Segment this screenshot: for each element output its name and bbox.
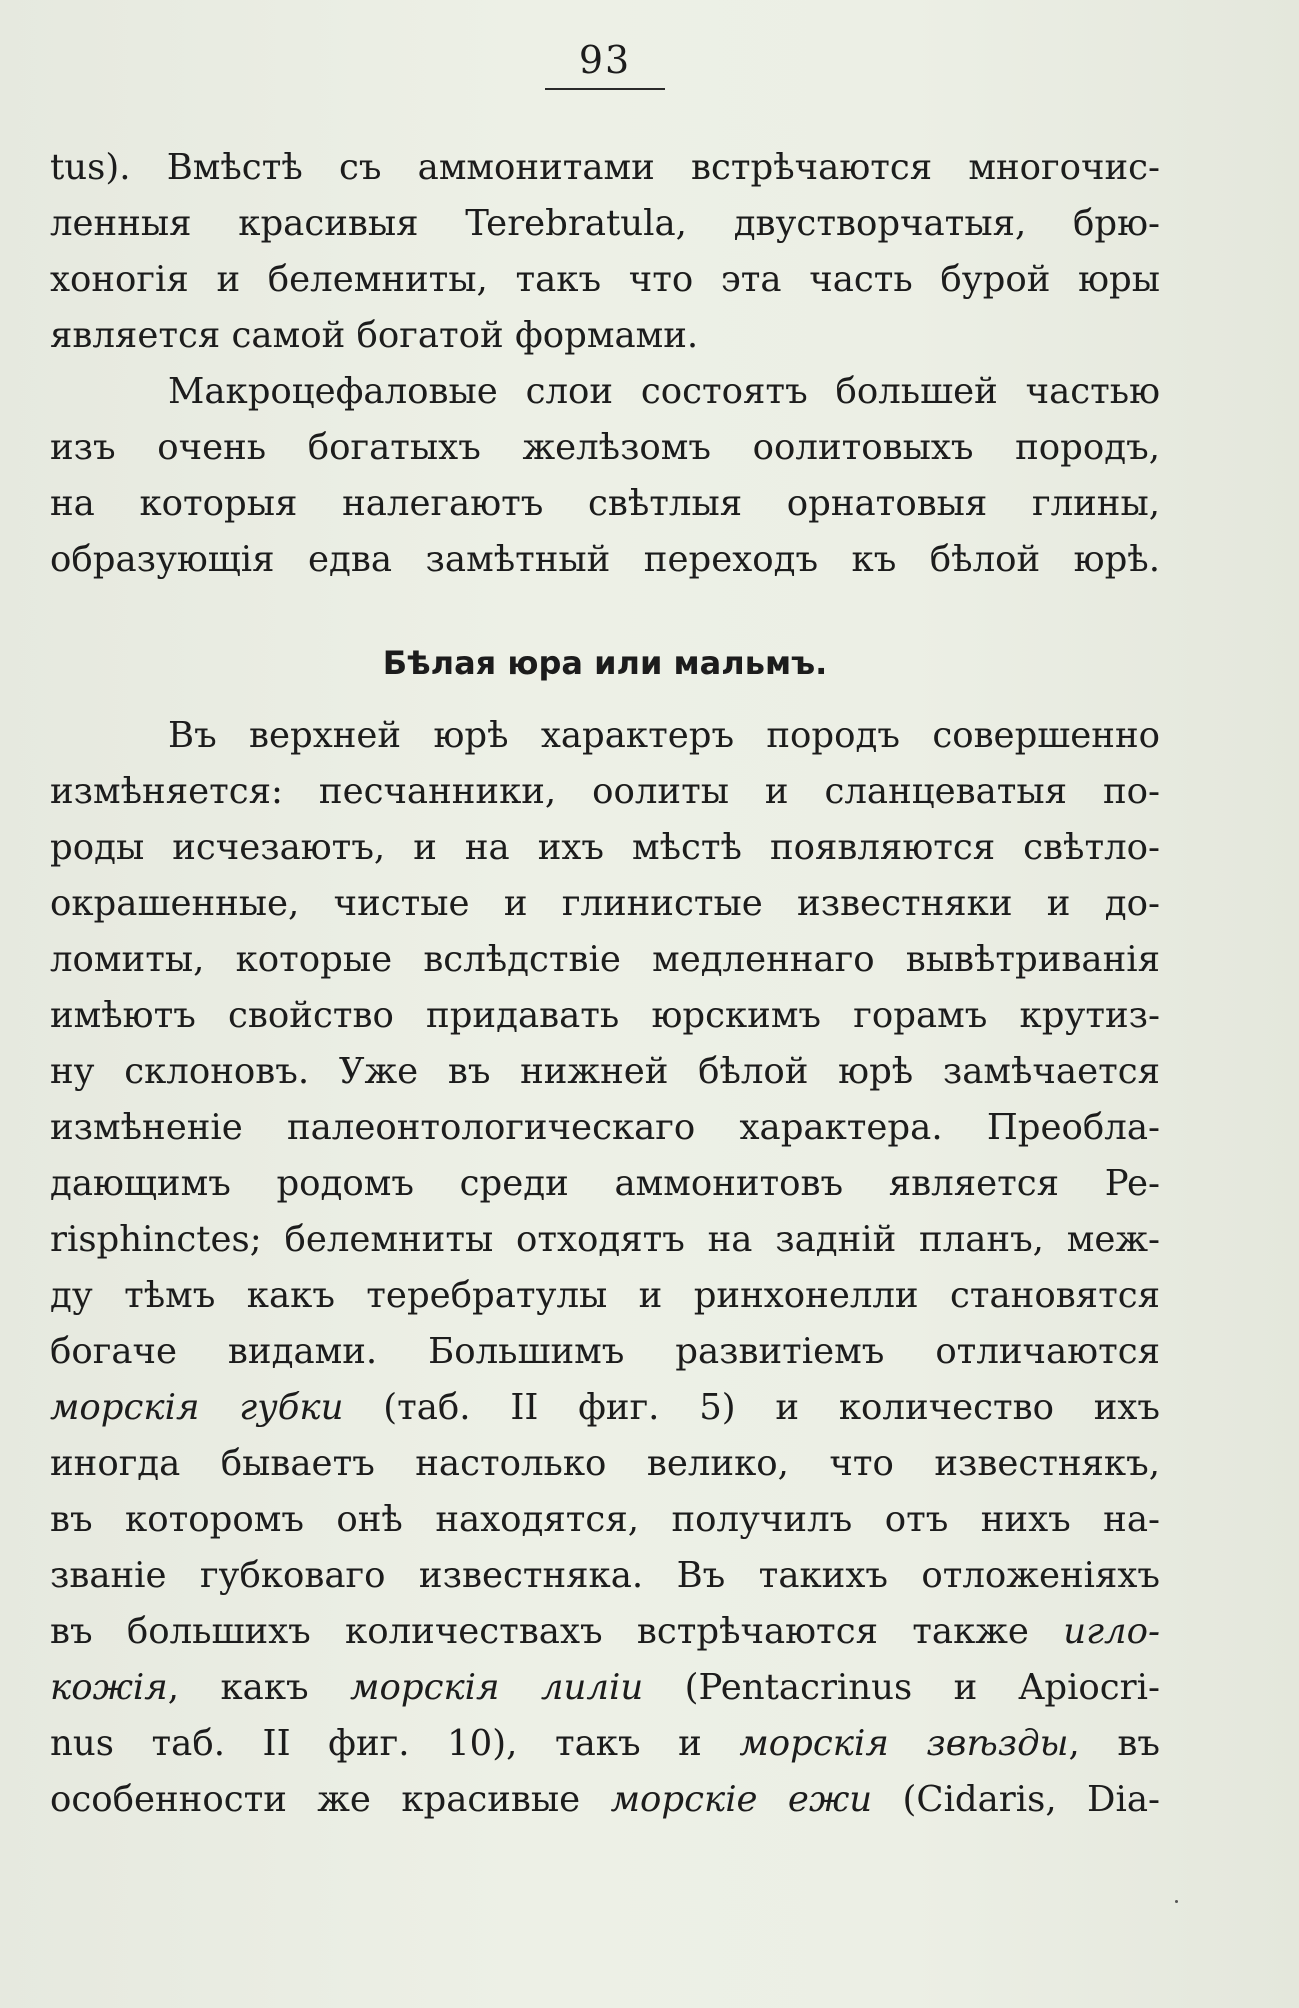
body-text [50,140,1160,1828]
text-line: дающимъ родомъ среди аммонитовъ является Pe- [50,1163,1160,1204]
text-line [50,1716,1160,1772]
text-line: на которыя налегаютъ свѣтлыя орнатовыя глины, [50,483,1160,524]
text-run: , какъ [167,1667,351,1708]
italic-term: морскія губки [50,1387,344,1428]
text-line: иногда бываетъ настолько велико, что известнякъ, [50,1443,1160,1484]
text-line: богаче видами. Большимъ развитіемъ отличаются [50,1331,1160,1372]
text-line: Макроцефаловые слои состоятъ большей частью [168,371,1160,412]
text-line: роды исчезаютъ, и на ихъ мѣстѣ появляются свѣтло- [50,827,1160,868]
text-line: званіе губковаго известняка. Въ такихъ отложеніяхъ [50,1555,1160,1596]
text-line [50,1660,1160,1716]
italic-term: морскія лиліи [350,1667,644,1708]
text-line: окрашенные, чистые и глинистые известняки и до- [50,883,1160,924]
text-line [50,1380,1160,1436]
text-line: въ которомъ онѣ находятся, получилъ отъ нихъ на- [50,1499,1160,1540]
text-run: (Pentacrinus и Apiocri- [643,1667,1160,1708]
section-heading: Бѣлая юра или мальмъ. [382,644,828,682]
paragraph-1 [50,140,1160,364]
text-line: имѣютъ свойство придавать юрскимъ горамъ крутиз- [50,995,1160,1036]
text-line: хоногія и белемниты, такъ что эта часть бурой юры [50,259,1160,300]
text-line: risphinctes; белемниты отходятъ на задній планъ, меж- [50,1219,1160,1260]
text-run: (Cidaris, Dia- [872,1779,1160,1820]
italic-term: кожія [50,1667,168,1708]
italic-term: игло- [1063,1611,1160,1652]
page-number: 93 [578,38,632,82]
text-run: (таб. II фиг. 5) и количество ихъ [343,1387,1160,1428]
text-line: tus). Вмѣстѣ съ аммонитами встрѣчаются многочис- [50,147,1160,188]
text-line: является самой богатой формами. [50,315,699,356]
text-line: измѣненіе палеонтологическаго характера. Преобла- [50,1107,1160,1148]
text-line: ну склоновъ. Уже въ нижней бѣлой юрѣ замѣчается [50,1051,1160,1092]
text-run: nus таб. II фиг. 10), такъ и [50,1723,740,1764]
paragraph-2 [50,364,1160,588]
header-rule [545,88,665,90]
text-line: измѣняется: песчанники, оолиты и сланцеватыя по- [50,771,1160,812]
text-line: Въ верхней юрѣ характеръ породъ совершенно [168,715,1160,756]
text-line [50,1604,1160,1660]
text-run: , въ [1068,1723,1160,1764]
text-line: образующія едва замѣтный переходъ къ бѣлой юрѣ. [50,539,1160,580]
text-run: особенности же красивые [50,1779,611,1820]
text-line: ленныя красивыя Terebratula, двустворчатыя, брю- [50,203,1160,244]
italic-term: морскія звѣзды [739,1723,1069,1764]
paragraph-3 [50,708,1160,1828]
text-run: въ большихъ количествахъ встрѣчаются также [50,1611,1064,1652]
text-line: изъ очень богатыхъ желѣзомъ оолитовыхъ породъ, [50,427,1160,468]
text-line: ду тѣмъ какъ теребратулы и ринхонелли становятся [50,1275,1160,1316]
text-line [50,1772,1160,1828]
print-speck [1175,1900,1178,1903]
text-line: ломиты, которые вслѣдствіе медленнаго вывѣтриванія [50,939,1160,980]
italic-term: морскіе ежи [610,1779,873,1820]
